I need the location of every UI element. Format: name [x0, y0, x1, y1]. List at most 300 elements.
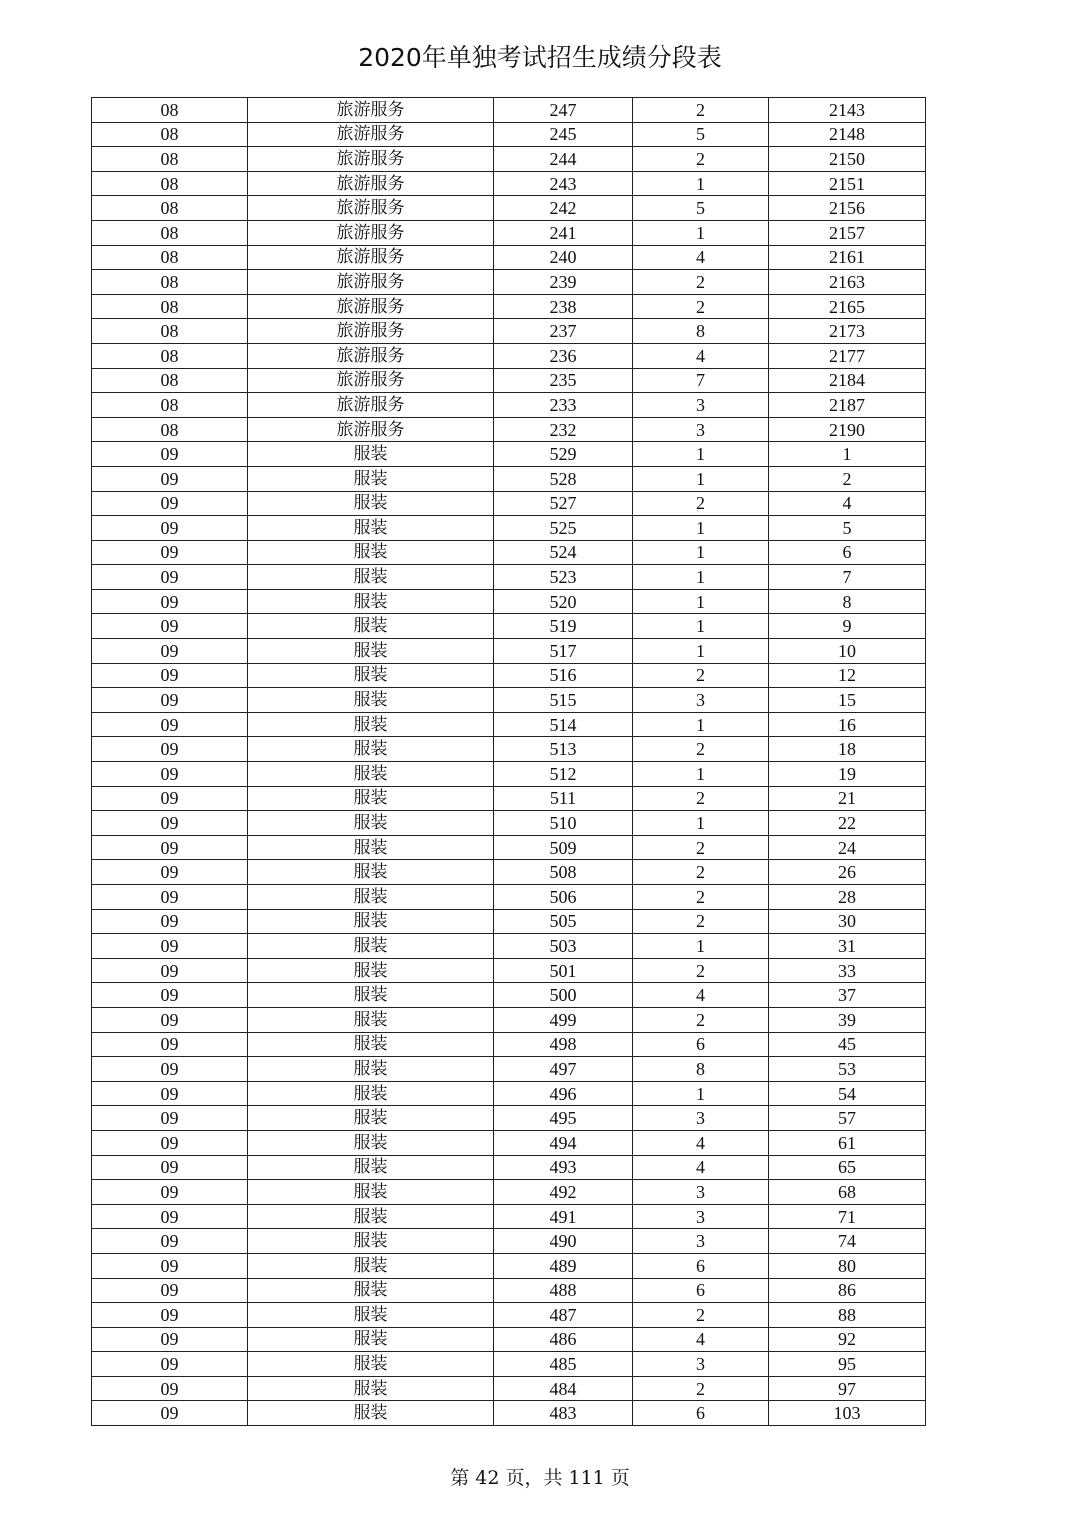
count-cell: 3	[633, 688, 769, 713]
count-cell: 6	[633, 1032, 769, 1057]
category-code-cell: 09	[92, 516, 248, 541]
score-cell: 242	[494, 196, 633, 221]
category-code-cell: 08	[92, 98, 248, 123]
table-row	[92, 270, 926, 295]
major-name-cell: 服装	[248, 1303, 494, 1328]
count-cell: 2	[633, 860, 769, 885]
count-cell: 3	[633, 1229, 769, 1254]
count-cell: 1	[633, 934, 769, 959]
count-cell: 1	[633, 811, 769, 836]
count-cell: 1	[633, 540, 769, 565]
table-row	[92, 688, 926, 713]
major-name-cell: 旅游服务	[248, 196, 494, 221]
major-name-cell: 服装	[248, 1352, 494, 1377]
score-cell: 509	[494, 835, 633, 860]
count-cell: 1	[633, 466, 769, 491]
table-row	[92, 220, 926, 245]
count-cell: 1	[633, 171, 769, 196]
category-code-cell: 09	[92, 1278, 248, 1303]
major-name-cell: 服装	[248, 885, 494, 910]
cumulative-count-cell: 37	[769, 983, 926, 1008]
cumulative-count-cell: 2190	[769, 417, 926, 442]
score-cell: 514	[494, 712, 633, 737]
cumulative-count-cell: 26	[769, 860, 926, 885]
table-row	[92, 589, 926, 614]
cumulative-count-cell: 2173	[769, 319, 926, 344]
table-row	[92, 1253, 926, 1278]
count-cell: 4	[633, 245, 769, 270]
count-cell: 2	[633, 270, 769, 295]
cumulative-count-cell: 2161	[769, 245, 926, 270]
score-cell: 498	[494, 1032, 633, 1057]
count-cell: 1	[633, 639, 769, 664]
score-cell: 238	[494, 294, 633, 319]
table-row	[92, 663, 926, 688]
score-cell: 517	[494, 639, 633, 664]
count-cell: 3	[633, 1204, 769, 1229]
count-cell: 7	[633, 368, 769, 393]
page-title: 2020年单独考试招生成绩分段表	[358, 43, 722, 72]
count-cell: 4	[633, 343, 769, 368]
category-code-cell: 08	[92, 343, 248, 368]
major-name-cell: 服装	[248, 1278, 494, 1303]
table-row	[92, 1155, 926, 1180]
count-cell: 4	[633, 1327, 769, 1352]
cumulative-count-cell: 22	[769, 811, 926, 836]
count-cell: 3	[633, 1180, 769, 1205]
count-cell: 1	[633, 516, 769, 541]
major-name-cell: 服装	[248, 983, 494, 1008]
major-name-cell: 旅游服务	[248, 147, 494, 172]
cumulative-count-cell: 68	[769, 1180, 926, 1205]
major-name-cell: 旅游服务	[248, 220, 494, 245]
major-name-cell: 服装	[248, 1327, 494, 1352]
score-cell: 523	[494, 565, 633, 590]
table-row	[92, 417, 926, 442]
cumulative-count-cell: 28	[769, 885, 926, 910]
major-name-cell: 服装	[248, 516, 494, 541]
cumulative-count-cell: 92	[769, 1327, 926, 1352]
cumulative-count-cell: 53	[769, 1057, 926, 1082]
cumulative-count-cell: 2184	[769, 368, 926, 393]
cumulative-count-cell: 15	[769, 688, 926, 713]
count-cell: 2	[633, 1303, 769, 1328]
score-cell: 527	[494, 491, 633, 516]
major-name-cell: 服装	[248, 614, 494, 639]
cumulative-count-cell: 39	[769, 1007, 926, 1032]
score-cell: 247	[494, 98, 633, 123]
category-code-cell: 09	[92, 663, 248, 688]
score-cell: 529	[494, 442, 633, 467]
score-cell: 499	[494, 1007, 633, 1032]
table-row	[92, 466, 926, 491]
category-code-cell: 09	[92, 614, 248, 639]
cumulative-count-cell: 2	[769, 466, 926, 491]
table-row	[92, 885, 926, 910]
cumulative-count-cell: 2177	[769, 343, 926, 368]
cumulative-count-cell: 88	[769, 1303, 926, 1328]
table-row	[92, 983, 926, 1008]
cumulative-count-cell: 57	[769, 1106, 926, 1131]
count-cell: 2	[633, 147, 769, 172]
cumulative-count-cell: 65	[769, 1155, 926, 1180]
cumulative-count-cell: 2163	[769, 270, 926, 295]
category-code-cell: 08	[92, 245, 248, 270]
table-row	[92, 639, 926, 664]
cumulative-count-cell: 71	[769, 1204, 926, 1229]
score-cell: 483	[494, 1401, 633, 1426]
count-cell: 8	[633, 1057, 769, 1082]
category-code-cell: 09	[92, 589, 248, 614]
table-row	[92, 1081, 926, 1106]
major-name-cell: 服装	[248, 1204, 494, 1229]
count-cell: 6	[633, 1401, 769, 1426]
table-row	[92, 835, 926, 860]
score-cell: 496	[494, 1081, 633, 1106]
major-name-cell: 服装	[248, 1180, 494, 1205]
cumulative-count-cell: 97	[769, 1376, 926, 1401]
cumulative-count-cell: 95	[769, 1352, 926, 1377]
table-row	[92, 1007, 926, 1032]
table-row	[92, 368, 926, 393]
count-cell: 1	[633, 1081, 769, 1106]
table-row	[92, 319, 926, 344]
score-cell: 239	[494, 270, 633, 295]
table-row	[92, 294, 926, 319]
table-row	[92, 516, 926, 541]
count-cell: 1	[633, 220, 769, 245]
major-name-cell: 旅游服务	[248, 122, 494, 147]
score-cell: 516	[494, 663, 633, 688]
score-cell: 520	[494, 589, 633, 614]
score-cell: 493	[494, 1155, 633, 1180]
major-name-cell: 服装	[248, 639, 494, 664]
count-cell: 2	[633, 663, 769, 688]
major-name-cell: 服装	[248, 1057, 494, 1082]
score-cell: 511	[494, 786, 633, 811]
table-row	[92, 171, 926, 196]
category-code-cell: 09	[92, 1180, 248, 1205]
category-code-cell: 08	[92, 220, 248, 245]
category-code-cell: 09	[92, 1253, 248, 1278]
category-code-cell: 08	[92, 270, 248, 295]
score-cell: 508	[494, 860, 633, 885]
table-row	[92, 1229, 926, 1254]
table-row	[92, 712, 926, 737]
score-cell: 494	[494, 1130, 633, 1155]
category-code-cell: 09	[92, 1057, 248, 1082]
count-cell: 6	[633, 1253, 769, 1278]
major-name-cell: 服装	[248, 1130, 494, 1155]
table-row	[92, 958, 926, 983]
score-cell: 240	[494, 245, 633, 270]
category-code-cell: 09	[92, 565, 248, 590]
score-cell: 513	[494, 737, 633, 762]
category-code-cell: 09	[92, 934, 248, 959]
major-name-cell: 服装	[248, 1229, 494, 1254]
count-cell: 3	[633, 417, 769, 442]
cumulative-count-cell: 12	[769, 663, 926, 688]
table-row	[92, 1180, 926, 1205]
cumulative-count-cell: 8	[769, 589, 926, 614]
count-cell: 1	[633, 442, 769, 467]
score-cell: 485	[494, 1352, 633, 1377]
count-cell: 4	[633, 1155, 769, 1180]
cumulative-count-cell: 5	[769, 516, 926, 541]
cumulative-count-cell: 80	[769, 1253, 926, 1278]
table-row	[92, 1278, 926, 1303]
table-row	[92, 565, 926, 590]
cumulative-count-cell: 103	[769, 1401, 926, 1426]
table-row	[92, 343, 926, 368]
category-code-cell: 09	[92, 540, 248, 565]
table-row	[92, 1352, 926, 1377]
category-code-cell: 09	[92, 1204, 248, 1229]
count-cell: 2	[633, 885, 769, 910]
count-cell: 1	[633, 762, 769, 787]
count-cell: 3	[633, 393, 769, 418]
score-cell: 484	[494, 1376, 633, 1401]
table-row	[92, 1106, 926, 1131]
score-cell: 512	[494, 762, 633, 787]
category-code-cell: 09	[92, 688, 248, 713]
cumulative-count-cell: 24	[769, 835, 926, 860]
cumulative-count-cell: 2187	[769, 393, 926, 418]
table-row	[92, 196, 926, 221]
count-cell: 6	[633, 1278, 769, 1303]
major-name-cell: 服装	[248, 1376, 494, 1401]
major-name-cell: 服装	[248, 1081, 494, 1106]
category-code-cell: 09	[92, 1130, 248, 1155]
category-code-cell: 09	[92, 466, 248, 491]
score-cell: 235	[494, 368, 633, 393]
category-code-cell: 09	[92, 1081, 248, 1106]
major-name-cell: 服装	[248, 1106, 494, 1131]
cumulative-count-cell: 2148	[769, 122, 926, 147]
category-code-cell: 09	[92, 1352, 248, 1377]
major-name-cell: 旅游服务	[248, 270, 494, 295]
category-code-cell: 09	[92, 860, 248, 885]
major-name-cell: 服装	[248, 466, 494, 491]
cumulative-count-cell: 6	[769, 540, 926, 565]
count-cell: 2	[633, 1376, 769, 1401]
category-code-cell: 09	[92, 909, 248, 934]
cumulative-count-cell: 74	[769, 1229, 926, 1254]
table-row	[92, 1327, 926, 1352]
cumulative-count-cell: 21	[769, 786, 926, 811]
score-cell: 486	[494, 1327, 633, 1352]
major-name-cell: 旅游服务	[248, 343, 494, 368]
category-code-cell: 09	[92, 1401, 248, 1426]
major-name-cell: 服装	[248, 1253, 494, 1278]
major-name-cell: 服装	[248, 811, 494, 836]
score-cell: 528	[494, 466, 633, 491]
cumulative-count-cell: 61	[769, 1130, 926, 1155]
table-row	[92, 245, 926, 270]
count-cell: 2	[633, 98, 769, 123]
category-code-cell: 09	[92, 1376, 248, 1401]
category-code-cell: 09	[92, 712, 248, 737]
table-body	[92, 98, 926, 1426]
category-code-cell: 09	[92, 835, 248, 860]
table-row	[92, 737, 926, 762]
cumulative-count-cell: 19	[769, 762, 926, 787]
table-row	[92, 762, 926, 787]
count-cell: 2	[633, 786, 769, 811]
count-cell: 4	[633, 983, 769, 1008]
score-cell: 487	[494, 1303, 633, 1328]
score-distribution-table	[91, 97, 926, 1426]
major-name-cell: 服装	[248, 958, 494, 983]
major-name-cell: 服装	[248, 860, 494, 885]
major-name-cell: 旅游服务	[248, 417, 494, 442]
score-cell: 492	[494, 1180, 633, 1205]
category-code-cell: 08	[92, 368, 248, 393]
major-name-cell: 服装	[248, 786, 494, 811]
category-code-cell: 09	[92, 1155, 248, 1180]
major-name-cell: 服装	[248, 909, 494, 934]
category-code-cell: 08	[92, 196, 248, 221]
major-name-cell: 服装	[248, 1401, 494, 1426]
cumulative-count-cell: 2150	[769, 147, 926, 172]
table-row	[92, 786, 926, 811]
table-row	[92, 393, 926, 418]
table-row	[92, 540, 926, 565]
count-cell: 2	[633, 958, 769, 983]
major-name-cell: 旅游服务	[248, 98, 494, 123]
table-row	[92, 1401, 926, 1426]
cumulative-count-cell: 1	[769, 442, 926, 467]
score-cell: 244	[494, 147, 633, 172]
count-cell: 1	[633, 565, 769, 590]
count-cell: 8	[633, 319, 769, 344]
score-cell: 245	[494, 122, 633, 147]
cumulative-count-cell: 2157	[769, 220, 926, 245]
table-row	[92, 98, 926, 123]
count-cell: 2	[633, 835, 769, 860]
major-name-cell: 服装	[248, 442, 494, 467]
table-row	[92, 491, 926, 516]
major-name-cell: 服装	[248, 1032, 494, 1057]
cumulative-count-cell: 2143	[769, 98, 926, 123]
score-cell: 233	[494, 393, 633, 418]
cumulative-count-cell: 9	[769, 614, 926, 639]
major-name-cell: 服装	[248, 934, 494, 959]
score-cell: 524	[494, 540, 633, 565]
category-code-cell: 08	[92, 147, 248, 172]
score-cell: 510	[494, 811, 633, 836]
score-cell: 237	[494, 319, 633, 344]
cumulative-count-cell: 4	[769, 491, 926, 516]
cumulative-count-cell: 54	[769, 1081, 926, 1106]
major-name-cell: 服装	[248, 762, 494, 787]
major-name-cell: 旅游服务	[248, 319, 494, 344]
category-code-cell: 09	[92, 786, 248, 811]
category-code-cell: 08	[92, 319, 248, 344]
count-cell: 5	[633, 196, 769, 221]
score-cell: 519	[494, 614, 633, 639]
count-cell: 2	[633, 491, 769, 516]
count-cell: 2	[633, 909, 769, 934]
score-cell: 500	[494, 983, 633, 1008]
category-code-cell: 08	[92, 417, 248, 442]
major-name-cell: 服装	[248, 589, 494, 614]
score-cell: 489	[494, 1253, 633, 1278]
count-cell: 3	[633, 1352, 769, 1377]
table-row	[92, 614, 926, 639]
cumulative-count-cell: 16	[769, 712, 926, 737]
category-code-cell: 08	[92, 294, 248, 319]
table-row	[92, 811, 926, 836]
category-code-cell: 09	[92, 811, 248, 836]
count-cell: 5	[633, 122, 769, 147]
cumulative-count-cell: 18	[769, 737, 926, 762]
count-cell: 1	[633, 614, 769, 639]
score-cell: 505	[494, 909, 633, 934]
count-cell: 2	[633, 737, 769, 762]
count-cell: 2	[633, 294, 769, 319]
major-name-cell: 旅游服务	[248, 393, 494, 418]
score-cell: 491	[494, 1204, 633, 1229]
major-name-cell: 服装	[248, 688, 494, 713]
count-cell: 1	[633, 589, 769, 614]
category-code-cell: 09	[92, 1007, 248, 1032]
cumulative-count-cell: 7	[769, 565, 926, 590]
cumulative-count-cell: 2165	[769, 294, 926, 319]
table-row	[92, 934, 926, 959]
cumulative-count-cell: 31	[769, 934, 926, 959]
count-cell: 2	[633, 1007, 769, 1032]
cumulative-count-cell: 30	[769, 909, 926, 934]
category-code-cell: 09	[92, 1327, 248, 1352]
score-cell: 243	[494, 171, 633, 196]
major-name-cell: 服装	[248, 1155, 494, 1180]
category-code-cell: 09	[92, 1229, 248, 1254]
category-code-cell: 09	[92, 1303, 248, 1328]
score-cell: 525	[494, 516, 633, 541]
major-name-cell: 旅游服务	[248, 368, 494, 393]
category-code-cell: 09	[92, 737, 248, 762]
cumulative-count-cell: 86	[769, 1278, 926, 1303]
score-cell: 506	[494, 885, 633, 910]
category-code-cell: 08	[92, 393, 248, 418]
category-code-cell: 09	[92, 1032, 248, 1057]
category-code-cell: 09	[92, 639, 248, 664]
score-cell: 497	[494, 1057, 633, 1082]
cumulative-count-cell: 10	[769, 639, 926, 664]
category-code-cell: 09	[92, 958, 248, 983]
major-name-cell: 服装	[248, 737, 494, 762]
major-name-cell: 旅游服务	[248, 171, 494, 196]
category-code-cell: 09	[92, 491, 248, 516]
category-code-cell: 09	[92, 885, 248, 910]
table-row	[92, 1303, 926, 1328]
cumulative-count-cell: 2156	[769, 196, 926, 221]
category-code-cell: 08	[92, 122, 248, 147]
major-name-cell: 服装	[248, 663, 494, 688]
page-number-footer: 第 42 页，共 111 页	[450, 1467, 630, 1489]
score-cell: 232	[494, 417, 633, 442]
score-cell: 515	[494, 688, 633, 713]
table-row	[92, 147, 926, 172]
count-cell: 1	[633, 712, 769, 737]
count-cell: 3	[633, 1106, 769, 1131]
table-row	[92, 1057, 926, 1082]
category-code-cell: 09	[92, 442, 248, 467]
score-cell: 503	[494, 934, 633, 959]
major-name-cell: 服装	[248, 1007, 494, 1032]
major-name-cell: 旅游服务	[248, 245, 494, 270]
